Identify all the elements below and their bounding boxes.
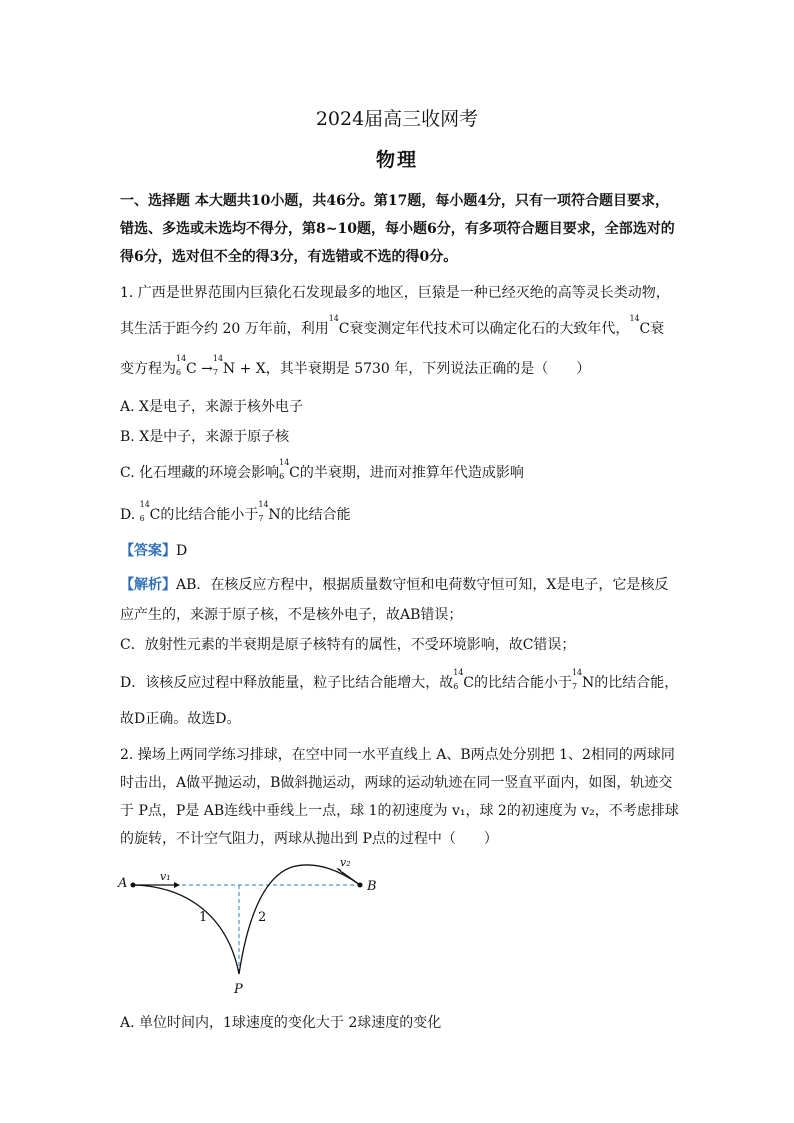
q1-stem-line-1: 1. 广西是世界范围内巨猿化石发现最多的地区，巨猿是一种已经灭绝的高等灵长类动物， — [120, 285, 670, 301]
section-instruction-line-2: 错选、多选或未选均不得分，第8~10题，每小题6分，有多项符合题目要求，全部选对的 — [120, 221, 675, 237]
q1-option-b: B. X是中子，来源于原子核 — [120, 429, 290, 445]
subject-title: 物理 — [375, 149, 418, 171]
point-a — [131, 883, 136, 888]
point-b — [358, 883, 363, 888]
q1-analysis-line-2: 应产生的，来源于原子核，不是核外电子，故AB错误； — [120, 607, 463, 623]
nitrogen-14-isotope: 14 7 — [212, 354, 224, 377]
q1-stem-line-2: 其生活于距今约 20 万年前，利用 14 C衰变测定年代技术可以确定化石的大致年代， 14 C衰 — [120, 314, 665, 337]
label-b: B — [367, 879, 377, 894]
projectile-diagram — [112, 852, 382, 1002]
label-trajectory-1: 1 — [199, 910, 208, 925]
diagram-svg — [112, 852, 382, 1002]
q1-option-c: C. 化石埋藏的环境会影响 14 6 C的半衰期，进而对推算年代造成影响 — [120, 458, 524, 481]
analysis-tag: 【解析】 — [120, 577, 176, 593]
v1-arrowhead — [174, 882, 180, 888]
q1-analysis-line-4: D．该核反应过程中释放能量，粒子比结合能增大，故 14 6 C的比结合能小于 14 7 N的比结合能， — [120, 668, 679, 691]
q1-stem-line-3: 变方程为 14 6 C → 14 7 N + X，其半衰期是 5730 年，下列说法正确的是（ ） — [120, 354, 591, 377]
carbon-14-isotope: 14 6 — [453, 668, 464, 691]
carbon-14-isotope: 14 6 — [139, 500, 150, 523]
label-v2: v₂ — [340, 856, 351, 869]
carbon-14-isotope: 14 6 — [279, 458, 290, 481]
q1-analysis-line-5: 故D正确。故选D。 — [120, 711, 241, 727]
label-trajectory-2: 2 — [258, 910, 267, 925]
answer-tag: 【答案】 — [120, 543, 176, 559]
q1-answer: 【答案】D — [120, 543, 188, 559]
exam-title: 2024届高三收网考 — [315, 108, 479, 130]
nitrogen-14-isotope: 14 7 — [571, 668, 583, 691]
q1-analysis-line-3: C．放射性元素的半衰期是原子核特有的属性，不受环境影响，故C错误； — [120, 637, 576, 653]
carbon-14-isotope: 14 — [328, 314, 339, 323]
carbon-14-isotope: 14 6 — [176, 354, 187, 377]
q2-stem-line-3: 于 P点，P是 AB连线中垂线上一点，球 1的初速度为 v₁，球 2的初速度为 v₂，不考虑排球 — [120, 803, 679, 819]
label-p: P — [234, 982, 243, 997]
q2-option-a: A. 单位时间内，1球速度的变化大于 2球速度的变化 — [120, 1015, 442, 1031]
carbon-14-isotope: 14 — [629, 314, 640, 323]
label-a: A — [118, 876, 128, 891]
q1-option-a: A. X是电子，来源于核外电子 — [120, 399, 303, 415]
q2-stem-line-2: 时击出，A做平抛运动，B做斜抛运动，两球的运动轨迹在同一竖直平面内，如图，轨迹交 — [120, 775, 673, 791]
q1-option-d: D. 14 6 C的比结合能小于 14 7 N的比结合能 — [120, 500, 351, 523]
q1-analysis-line-1: 【解析】AB．在核反应方程中，根据质量数守恒和电荷数守恒可知，X是电子，它是核反 — [120, 577, 669, 593]
q2-stem-line-4: 的旋转，不计空气阻力，两球从抛出到 P点的过程中（ ） — [120, 831, 498, 847]
v2-arrow — [342, 872, 360, 885]
nitrogen-14-isotope: 14 7 — [258, 500, 269, 523]
q2-stem-line-1: 2. 操场上两同学练习排球，在空中同一水平直线上 A、B两点处分别把 1、2相同的两球同 — [120, 747, 675, 763]
label-v1: v₁ — [160, 870, 171, 883]
section-instruction-line-1: 一、选择题 本大题共10小题，共46分。第17题，每小题4分，只有一项符合题目要求， — [120, 193, 670, 209]
section-instruction-line-3: 得6分，选对但不全的得3分，有选错或不选的得0分。 — [120, 249, 458, 265]
trajectory-1 — [133, 885, 239, 974]
